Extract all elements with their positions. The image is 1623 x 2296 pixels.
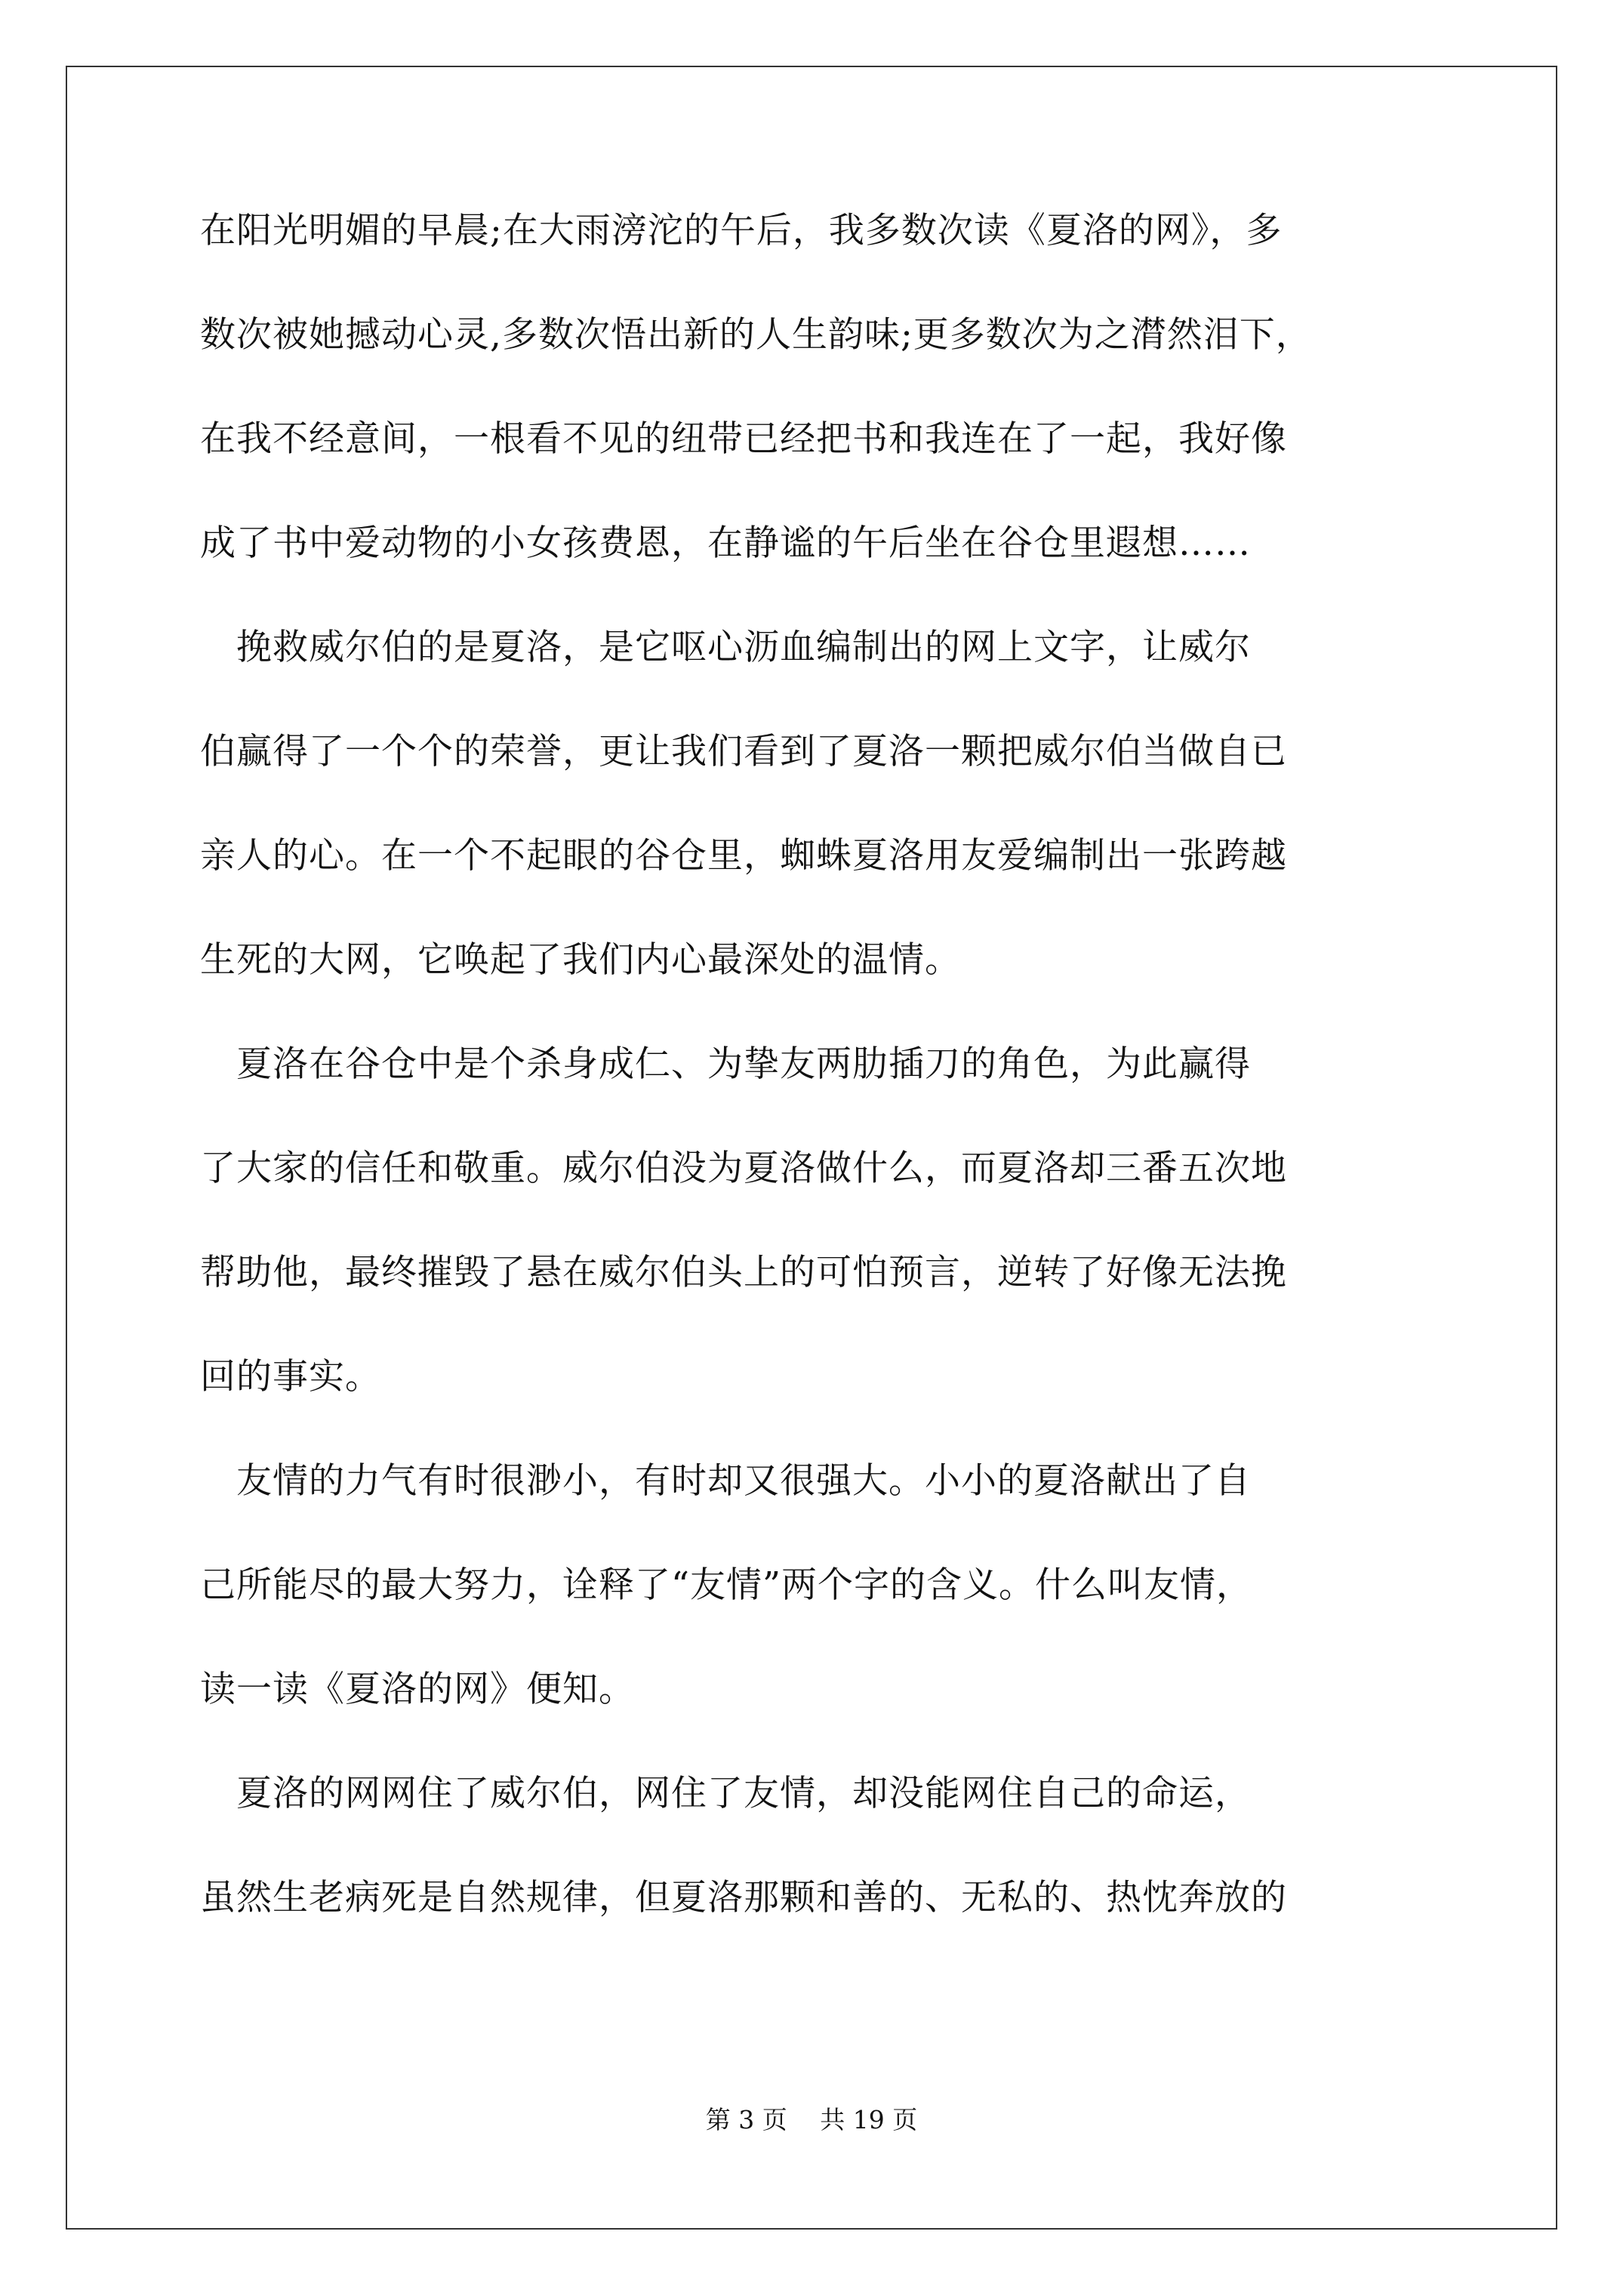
text-line: 虽然生老病死是自然规律，但夏洛那颗和善的、无私的、热忱奔放的 xyxy=(200,1877,1287,1918)
text-line: 在阳光明媚的早晨;在大雨滂沱的午后，我多数次读《夏洛的网》，多 xyxy=(200,210,1283,251)
text-line: 夏洛在谷仓中是个杀身成仁、为挚友两肋插刀的角色，为此赢得 xyxy=(200,1043,1251,1085)
text-line: 在我不经意间，一根看不见的纽带已经把书和我连在了一起，我好像 xyxy=(200,418,1287,460)
text-line: 生死的大网，它唤起了我们内心最深处的温情。 xyxy=(200,939,961,981)
text-line: 己所能尽的最大努力，诠释了“友情”两个字的含义。什么叫友情， xyxy=(200,1564,1253,1606)
text-line: 读一读《夏洛的网》便知。 xyxy=(200,1669,635,1710)
page-number: 第 3 页 共 19 页 xyxy=(705,2105,918,2134)
text-line: 伯赢得了一个个的荣誉，更让我们看到了夏洛一颗把威尔伯当做自已 xyxy=(200,731,1287,772)
text-line: 友情的力气有时很渺小，有时却又很强大。小小的夏洛献出了自 xyxy=(200,1460,1251,1502)
text-line: 了大家的信任和敬重。威尔伯没为夏洛做什么，而夏洛却三番五次地 xyxy=(200,1148,1287,1189)
text-line: 数次被她撼动心灵,多数次悟出新的人生韵味;更多数次为之潸然泪下， xyxy=(200,314,1312,356)
text-line: 帮助他，最终摧毁了悬在威尔伯头上的可怕预言，逆转了好像无法挽 xyxy=(200,1252,1287,1293)
text-line: 夏洛的网网住了威尔伯，网住了友情，却没能网住自己的命运， xyxy=(200,1773,1251,1814)
text-line: 回的事实。 xyxy=(200,1356,381,1398)
text-line: 成了书中爱动物的小女孩费恩，在静谧的午后坐在谷仓里遐想…… xyxy=(200,522,1251,564)
text-line: 亲人的心。在一个不起眼的谷仓里，蜘蛛夏洛用友爱编制出一张跨越 xyxy=(200,835,1287,877)
text-line: 挽救威尔伯的是夏洛，是它呕心沥血编制出的网上文字，让威尔 xyxy=(200,627,1251,668)
